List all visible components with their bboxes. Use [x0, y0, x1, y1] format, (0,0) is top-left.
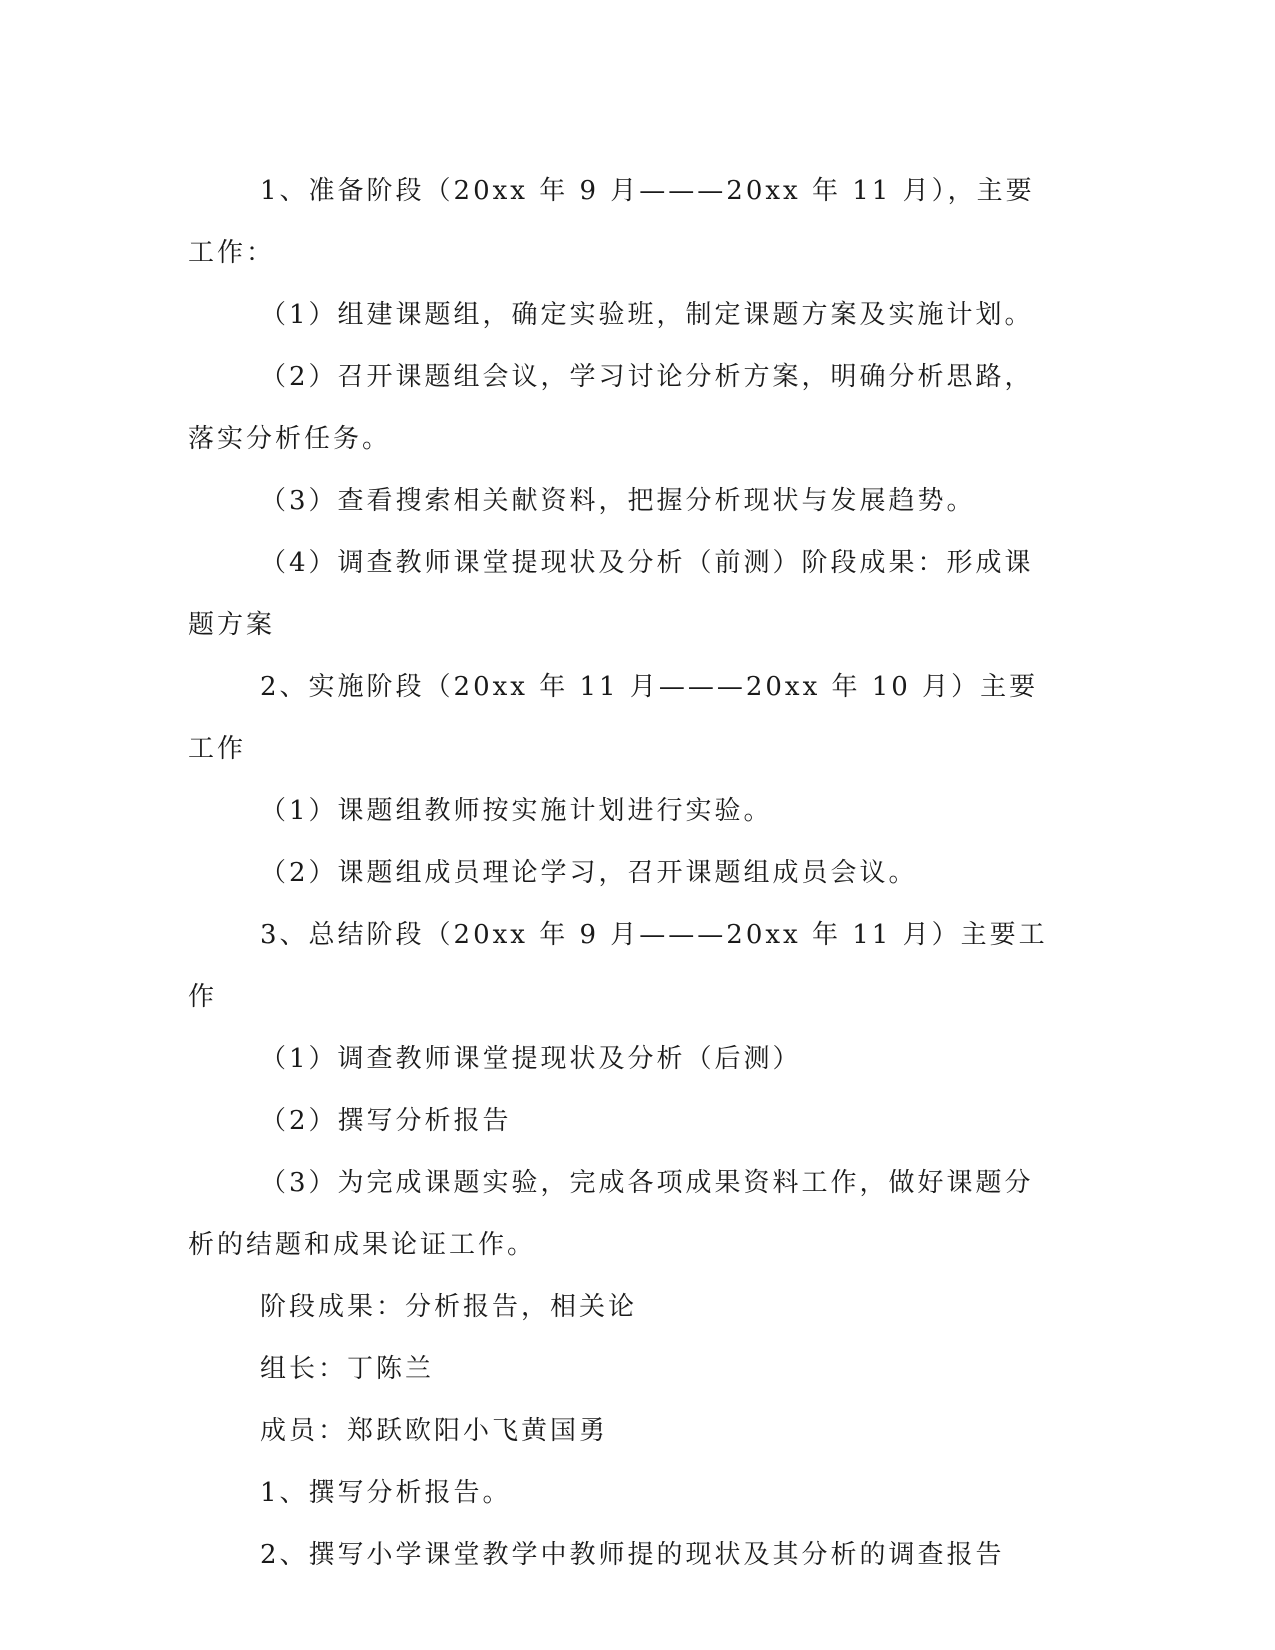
paragraph-prep-item-3: （3）查看搜索相关献资料，把握分析现状与发展趋势。 [260, 486, 976, 516]
paragraph-group-leader: 组长：丁陈兰 [260, 1354, 435, 1384]
paragraph-prep-item-1: （1）组建课题组，确定实验班，制定课题方案及实施计划。 [260, 300, 1034, 330]
paragraph-stage-results: 阶段成果：分析报告，相关论 [260, 1292, 638, 1322]
paragraph-group-members: 成员：郑跃欧阳小飞黄国勇 [260, 1416, 609, 1446]
paragraph-summary-stage-heading: 3、总结阶段（20xx 年 9 月———20xx 年 11 月）主要工作 [188, 920, 1048, 1012]
paragraph-task-1: 1、撰写分析报告。 [260, 1478, 512, 1508]
paragraph-prep-stage-heading: 1、准备阶段（20xx 年 9 月———20xx 年 11 月），主要工作： [188, 176, 1035, 268]
paragraph-implement-item-1: （1）课题组教师按实施计划进行实验。 [260, 796, 773, 826]
paragraph-implement-stage-heading: 2、实施阶段（20xx 年 11 月———20xx 年 10 月）主要工作 [188, 672, 1039, 764]
paragraph-summary-item-1: （1）调查教师课堂提现状及分析（后测） [260, 1044, 802, 1074]
paragraph-prep-item-4: （4）调查教师课堂提现状及分析（前测）阶段成果：形成课题方案 [188, 548, 1034, 640]
paragraph-implement-item-2: （2）课题组成员理论学习，召开课题组成员会议。 [260, 858, 918, 888]
paragraph-summary-item-3: （3）为完成课题实验，完成各项成果资料工作，做好课题分析的结题和成果论证工作。 [188, 1168, 1034, 1260]
paragraph-summary-item-2: （2）撰写分析报告 [260, 1106, 512, 1136]
document-body [188, 160, 1062, 1586]
paragraph-task-2: 2、撰写小学课堂教学中教师提的现状及其分析的调查报告 [260, 1540, 1005, 1570]
paragraph-prep-item-2: （2）召开课题组会议，学习讨论分析方案，明确分析思路，落实分析任务。 [188, 362, 1034, 454]
